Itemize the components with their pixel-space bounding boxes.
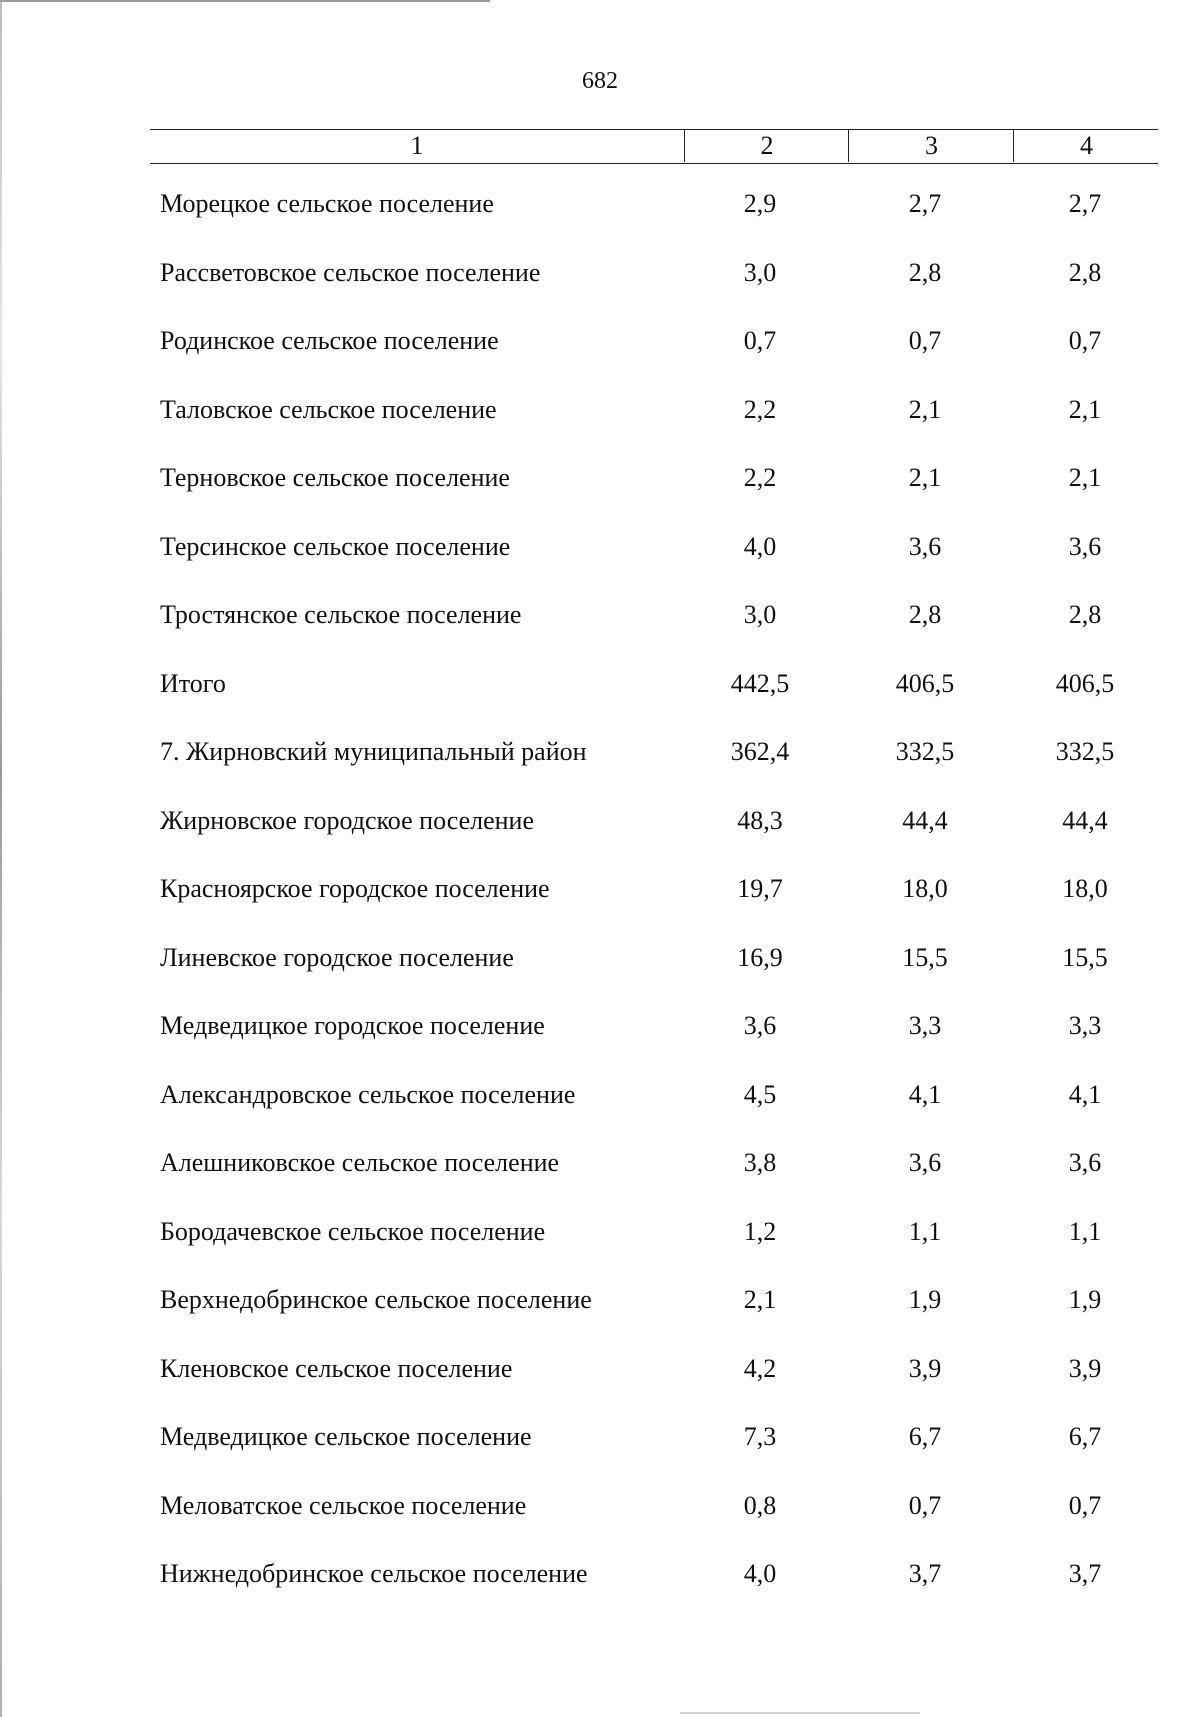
row-value-col2: 2,2 [743, 463, 777, 492]
row-value-col3: 2,8 [908, 600, 942, 629]
table-header [150, 129, 1158, 164]
row-name: Бородачевское сельское поселение [160, 1216, 546, 1246]
table-row [0, 587, 1200, 656]
row-value-col4: 0,7 [1068, 326, 1102, 355]
row-value-col3: 3,6 [908, 1148, 942, 1177]
row-value-col2: 0,7 [743, 326, 777, 355]
row-value-col3: 1,9 [908, 1285, 942, 1314]
row-value-col4: 2,1 [1068, 463, 1102, 492]
row-value-col3: 406,5 [895, 668, 955, 698]
row-value-col4: 44,4 [1062, 805, 1108, 835]
row-value-col3: 3,6 [908, 531, 942, 561]
row-value-col2: 4,5 [743, 1079, 777, 1109]
row-value-col4: 2,8 [1068, 257, 1102, 287]
table-row [0, 793, 1200, 862]
row-value-col4: 2,1 [1068, 394, 1102, 424]
row-value-col3: 0,7 [908, 1490, 942, 1520]
row-value-col2: 19,7 [737, 874, 783, 903]
row-name: Александровское сельское поселение [160, 1079, 576, 1109]
row-value-col2: 2,9 [743, 189, 777, 218]
row-name: Терновское сельское поселение [160, 463, 510, 492]
table-row [0, 382, 1200, 451]
column-header-4: 4 [1013, 130, 1159, 162]
table-row [0, 1135, 1200, 1204]
table-row [0, 313, 1200, 382]
row-name: Меловатское сельское поселение [160, 1490, 527, 1520]
row-name: Верхнедобринское сельское поселение [160, 1285, 592, 1314]
table-body [0, 176, 1200, 1615]
row-value-col2: 2,1 [743, 1285, 777, 1314]
row-value-col3: 3,9 [908, 1353, 942, 1383]
row-value-col4: 3,6 [1068, 1148, 1102, 1177]
row-name: Кленовское сельское поселение [160, 1353, 513, 1383]
row-value-col3: 2,1 [908, 463, 942, 492]
table-row [0, 1546, 1200, 1615]
row-name: Жирновское городское поселение [160, 805, 535, 835]
row-name: Таловское сельское поселение [160, 394, 497, 424]
row-value-col2: 2,2 [743, 394, 777, 424]
row-name: Рассветовское сельское поселение [160, 257, 541, 287]
table-row [0, 656, 1200, 725]
column-header-1: 1 [410, 131, 424, 160]
row-name: Тростянское сельское поселение [160, 600, 522, 629]
table-row [0, 1478, 1200, 1547]
row-name: Итого [160, 668, 226, 698]
row-name: Красноярское городское поселение [160, 874, 550, 903]
table-row [0, 1067, 1200, 1136]
row-name: Терсинское сельское поселение [160, 531, 511, 561]
row-value-col3: 332,5 [895, 737, 955, 766]
table-row [0, 930, 1200, 999]
row-value-col4: 3,7 [1068, 1559, 1102, 1588]
table-row [0, 176, 1200, 245]
row-name: Морецкое сельское поселение [160, 189, 494, 218]
row-value-col3: 18,0 [902, 874, 948, 903]
row-value-col2: 48,3 [737, 805, 783, 835]
row-value-col2: 4,0 [743, 531, 777, 561]
row-value-col3: 6,7 [908, 1422, 942, 1451]
row-name: 7. Жирновский муниципальный район [160, 737, 587, 766]
row-value-col4: 15,5 [1062, 942, 1108, 972]
row-value-col4: 332,5 [1055, 737, 1115, 766]
row-value-col2: 4,2 [743, 1353, 777, 1383]
table-row [0, 245, 1200, 314]
row-value-col3: 15,5 [902, 942, 948, 972]
row-value-col3: 1,1 [908, 1216, 942, 1246]
row-value-col2: 3,0 [743, 257, 777, 287]
row-value-col3: 3,7 [908, 1559, 942, 1588]
table-row [0, 450, 1200, 519]
row-value-col4: 4,1 [1068, 1079, 1102, 1109]
row-value-col4: 3,9 [1068, 1353, 1102, 1383]
row-value-col3: 4,1 [908, 1079, 942, 1109]
row-value-col4: 3,6 [1068, 531, 1102, 561]
row-value-col3: 2,8 [908, 257, 942, 287]
row-value-col3: 2,1 [908, 394, 942, 424]
row-value-col4: 1,9 [1068, 1285, 1102, 1314]
row-name: Алешниковское сельское поселение [160, 1148, 560, 1177]
row-value-col4: 1,1 [1068, 1216, 1102, 1246]
row-name: Линевское городское поселение [160, 942, 514, 972]
row-value-col2: 442,5 [730, 668, 790, 698]
scan-edge-top [0, 0, 490, 2]
table-row [0, 998, 1200, 1067]
row-value-col4: 2,7 [1068, 189, 1102, 218]
row-value-col3: 2,7 [908, 189, 942, 218]
table-row [0, 1409, 1200, 1478]
scan-edge-bottom [680, 1712, 920, 1714]
column-header-3: 3 [848, 130, 1014, 162]
row-name: Медведицкое сельское поселение [160, 1422, 532, 1451]
table-row [0, 519, 1200, 588]
row-value-col4: 406,5 [1055, 668, 1115, 698]
table-row [0, 1341, 1200, 1410]
row-value-col2: 7,3 [743, 1422, 777, 1451]
row-value-col2: 3,0 [743, 600, 777, 629]
row-value-col4: 3,3 [1068, 1011, 1102, 1040]
row-value-col4: 0,7 [1068, 1490, 1102, 1520]
row-value-col2: 4,0 [743, 1559, 777, 1588]
row-value-col2: 0,8 [743, 1490, 777, 1520]
row-name: Родинское сельское поселение [160, 326, 499, 355]
row-name: Нижнедобринское сельское поселение [160, 1559, 588, 1588]
table-row [0, 724, 1200, 793]
row-value-col2: 362,4 [730, 737, 790, 766]
page-number: 682 [582, 68, 618, 94]
row-name: Медведицкое городское поселение [160, 1011, 545, 1040]
column-header-2: 2 [684, 130, 849, 162]
table-row [0, 861, 1200, 930]
row-value-col2: 3,6 [743, 1011, 777, 1040]
row-value-col2: 16,9 [737, 942, 783, 972]
row-value-col2: 3,8 [743, 1148, 777, 1177]
table-row [0, 1204, 1200, 1273]
row-value-col4: 18,0 [1062, 874, 1108, 903]
row-value-col4: 2,8 [1068, 600, 1102, 629]
row-value-col4: 6,7 [1068, 1422, 1102, 1451]
row-value-col3: 0,7 [908, 326, 942, 355]
row-value-col3: 44,4 [902, 805, 948, 835]
row-value-col2: 1,2 [743, 1216, 777, 1246]
table-row [0, 1272, 1200, 1341]
row-value-col3: 3,3 [908, 1011, 942, 1040]
